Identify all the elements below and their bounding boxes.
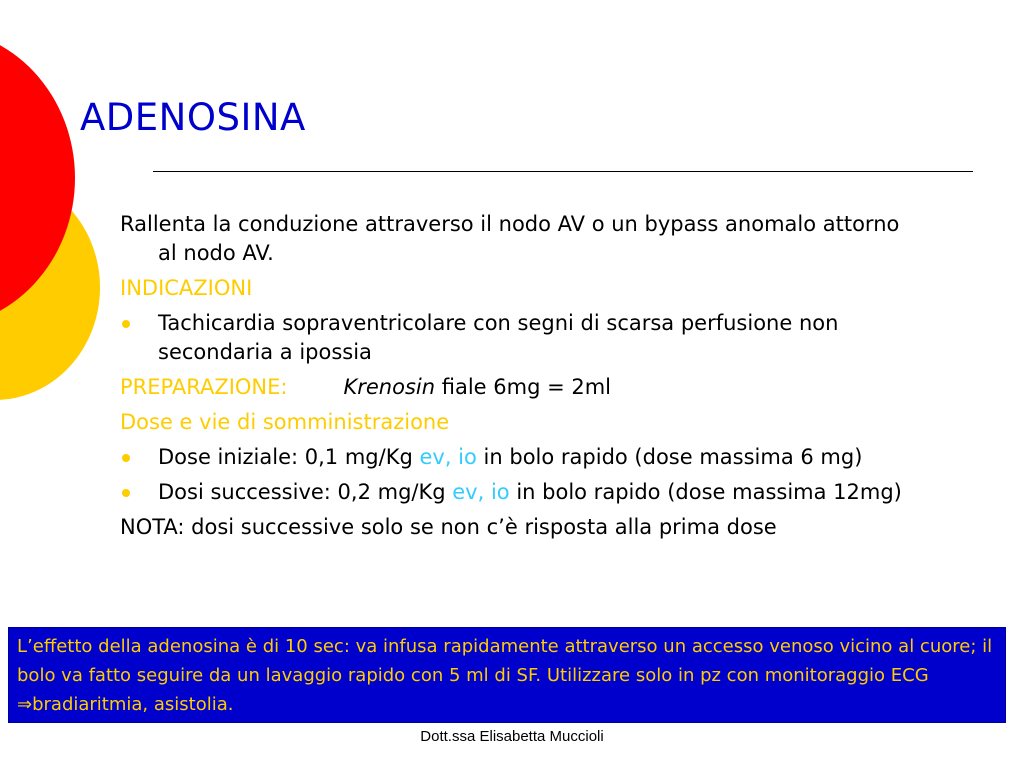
preparation-line <box>120 373 910 402</box>
note-text: NOTA: dosi successive solo se non c’è risposta alla prima dose <box>120 515 777 539</box>
indication-item <box>120 309 910 367</box>
intro-text: Rallenta la conduzione attraverso il nodo AV o un bypass anomalo attorno al nodo AV. <box>120 212 900 265</box>
bullet-dot-icon <box>122 454 130 462</box>
indication-item-text: Tachicardia sopraventricolare con segni di scarsa perfusione non secondaria a ipossia <box>158 311 839 364</box>
initial-dose-item <box>120 443 910 472</box>
title-divider <box>153 171 973 172</box>
author-footer: Dott.ssa Elisabetta Muccioli <box>420 728 604 745</box>
initial-dose-suffix: in bolo rapido (dose massima 6 mg) <box>476 445 863 469</box>
initial-dose-routes: ev, io <box>419 445 477 469</box>
initial-dose-prefix: Dose iniziale: 0,1 mg/Kg <box>158 445 420 469</box>
subsequent-dose-routes: ev, io <box>452 480 510 504</box>
bullet-dot-icon <box>122 489 130 497</box>
info-banner: L’effetto della adenosina è di 10 sec: va infusa rapidamente attraverso un accesso venoso vicino al cuore; il bolo va fatto seguire da un lavaggio rapido con 5 ml di SF. Utilizzare solo in pz con monitoraggio ECG ⇒bradiaritmia, asistolia. <box>8 627 1006 723</box>
slide-title: ADENOSINA <box>80 96 306 139</box>
subsequent-dose-item <box>120 478 910 507</box>
subsequent-dose-suffix: in bolo rapido (dose massima 12mg) <box>509 480 902 504</box>
drug-name: Krenosin <box>343 375 436 399</box>
indications-heading: INDICAZIONI <box>120 276 253 300</box>
dosage-heading: Dose e vie di somministrazione <box>120 410 450 434</box>
drug-detail: fiale 6mg = 2ml <box>435 375 612 399</box>
subsequent-dose-prefix: Dosi successive: 0,2 mg/Kg <box>158 480 453 504</box>
preparation-label: PREPARAZIONE: <box>120 375 288 399</box>
bullet-dot-icon <box>122 320 130 328</box>
slide-body <box>120 210 910 548</box>
